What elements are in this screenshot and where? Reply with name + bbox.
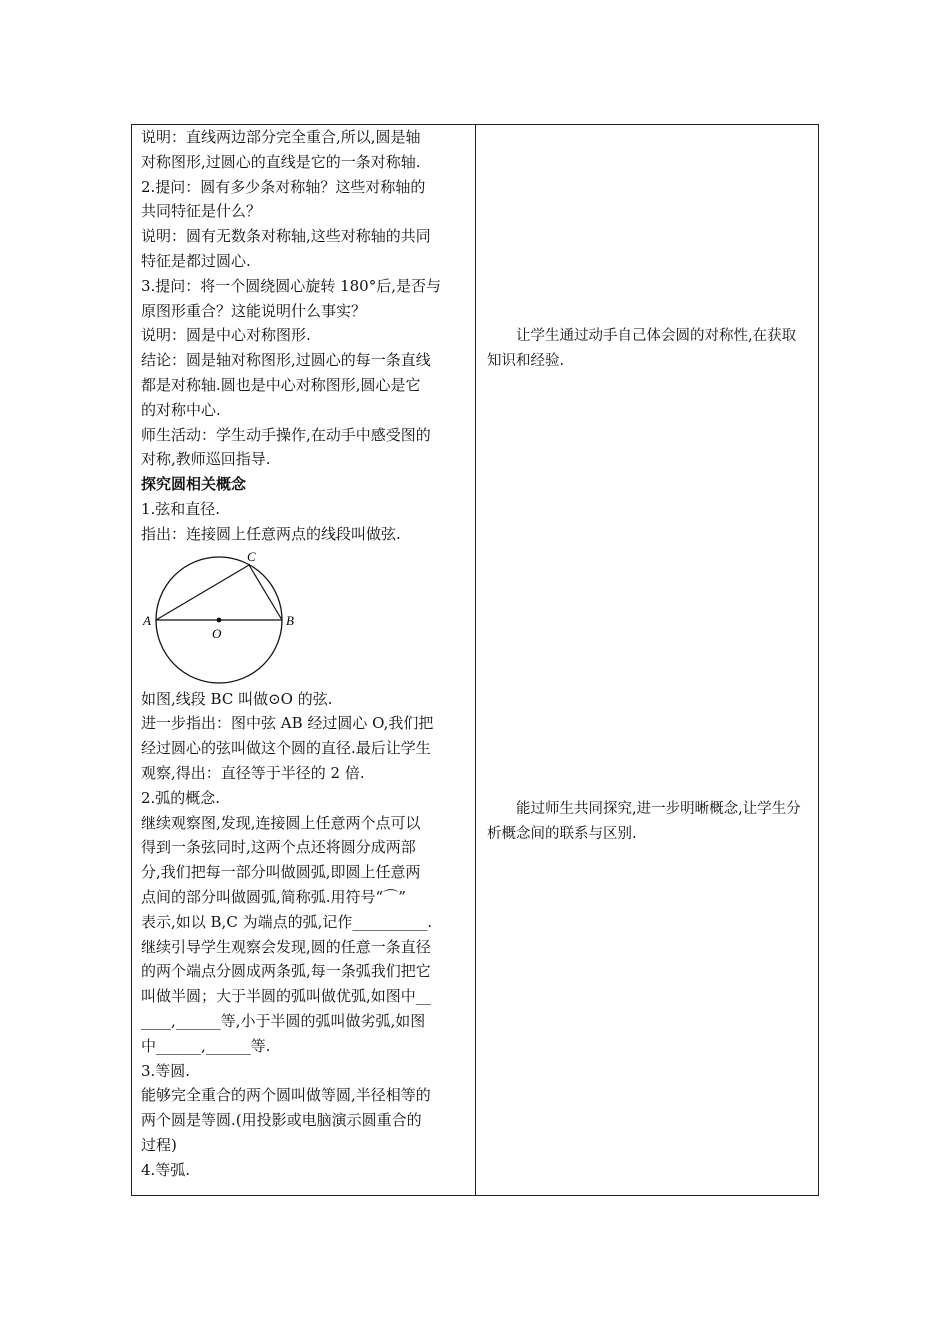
- column-divider: [475, 125, 476, 1195]
- text-line: 中______,______等.: [141, 1036, 271, 1055]
- text-line: 对称图形,过圆心的直线是它的一条对称轴.: [141, 152, 421, 171]
- text-line: 说明：圆有无数条对称轴,这些对称轴的共同: [141, 227, 431, 246]
- text-line: 的对称中心.: [141, 400, 221, 419]
- text-line: 3.提问：将一个圆绕圆心旋转 180°后,是否与: [141, 276, 441, 295]
- text-line: 2.提问：圆有多少条对称轴？这些对称轴的: [141, 177, 426, 196]
- text-line: 能够完全重合的两个圆叫做等圆,半径相等的: [141, 1086, 431, 1105]
- text-line: 的两个端点分圆成两条弧,每一条弧我们把它: [141, 962, 431, 981]
- text-line: 点间的部分叫做圆弧,简称弧.用符号“⌒”: [141, 887, 406, 906]
- text-line: 3.等圆.: [141, 1061, 191, 1080]
- text-line: 叫做半圆；大于半圆的弧叫做优弧,如图中__: [141, 987, 431, 1006]
- design-note-1: 让学生通过动手自己体会圆的对称性,在获取知识和经验.: [487, 328, 797, 369]
- definitions-block: [141, 687, 471, 1183]
- text-line: 分,我们把每一部分叫做圆弧,即圆上任意两: [141, 863, 421, 882]
- text-line: 原图形重合？这能说明什么事实？: [141, 301, 367, 320]
- text-line: 结论：圆是轴对称图形,过圆心的每一条直线: [141, 351, 431, 370]
- text-line: 指出：连接圆上任意两点的线段叫做弦.: [141, 524, 401, 543]
- text-line: 都是对称轴.圆也是中心对称图形,圆心是它: [141, 375, 421, 394]
- circle-figure: [141, 547, 471, 687]
- left-column: [141, 125, 471, 1182]
- section-title: 探究圆相关概念: [141, 475, 247, 494]
- text-line: 继续观察图,发现,连接圆上任意两个点可以: [141, 813, 421, 832]
- label-o: O: [212, 625, 222, 641]
- label-c: C: [247, 548, 256, 564]
- text-line: 对称,教师巡回指导.: [141, 450, 271, 469]
- text-line: 说明：圆是中心对称图形.: [141, 326, 311, 345]
- text-line: 1.弦和直径.: [141, 499, 221, 518]
- text-line: 进一步指出：图中弦 AB 经过圆心 O,我们把: [141, 714, 434, 733]
- text-line: 过程): [141, 1135, 177, 1154]
- text-line: 师生活动：学生动手操作,在动手中感受图的: [141, 425, 431, 444]
- lesson-table: [131, 124, 819, 1196]
- text-line: 4.等弧.: [141, 1160, 191, 1179]
- chord-bc: [249, 565, 282, 620]
- center-point: [217, 617, 222, 622]
- text-line: 表示,如以 B,C 为端点的弧,记作__________.: [141, 912, 433, 931]
- text-line: 继续引导学生观察会发现,圆的任意一条直径: [141, 937, 431, 956]
- text-line: 特征是都过圆心.: [141, 251, 251, 270]
- design-note-2: 能过师生共同探究,进一步明晰概念,让学生分析概念间的联系与区别.: [487, 801, 801, 842]
- chord-ac: [156, 565, 249, 620]
- text-line: 2.弧的概念.: [141, 788, 221, 807]
- label-a: A: [143, 612, 151, 628]
- text-line: ____,______等,小于半圆的弧叫做劣弧,如图: [141, 1011, 426, 1030]
- explanation-block: [141, 125, 471, 472]
- chord-intro-block: [141, 497, 471, 547]
- text-line: 共同特征是什么？: [141, 202, 262, 221]
- text-line: 得到一条弦同时,这两个点还将圆分成两部: [141, 838, 416, 857]
- text-line: 两个圆是等圆.(用投影或电脑演示圆重合的: [141, 1111, 422, 1130]
- label-b: B: [286, 612, 294, 628]
- text-line: 观察,得出：直径等于半径的 2 倍.: [141, 763, 365, 782]
- text-line: 如图,线段 BC 叫做⊙O 的弦.: [141, 689, 333, 708]
- text-line: 说明：直线两边部分完全重合,所以,圆是轴: [141, 128, 421, 146]
- text-line: 经过圆心的弦叫做这个圆的直径.最后让学生: [141, 739, 431, 758]
